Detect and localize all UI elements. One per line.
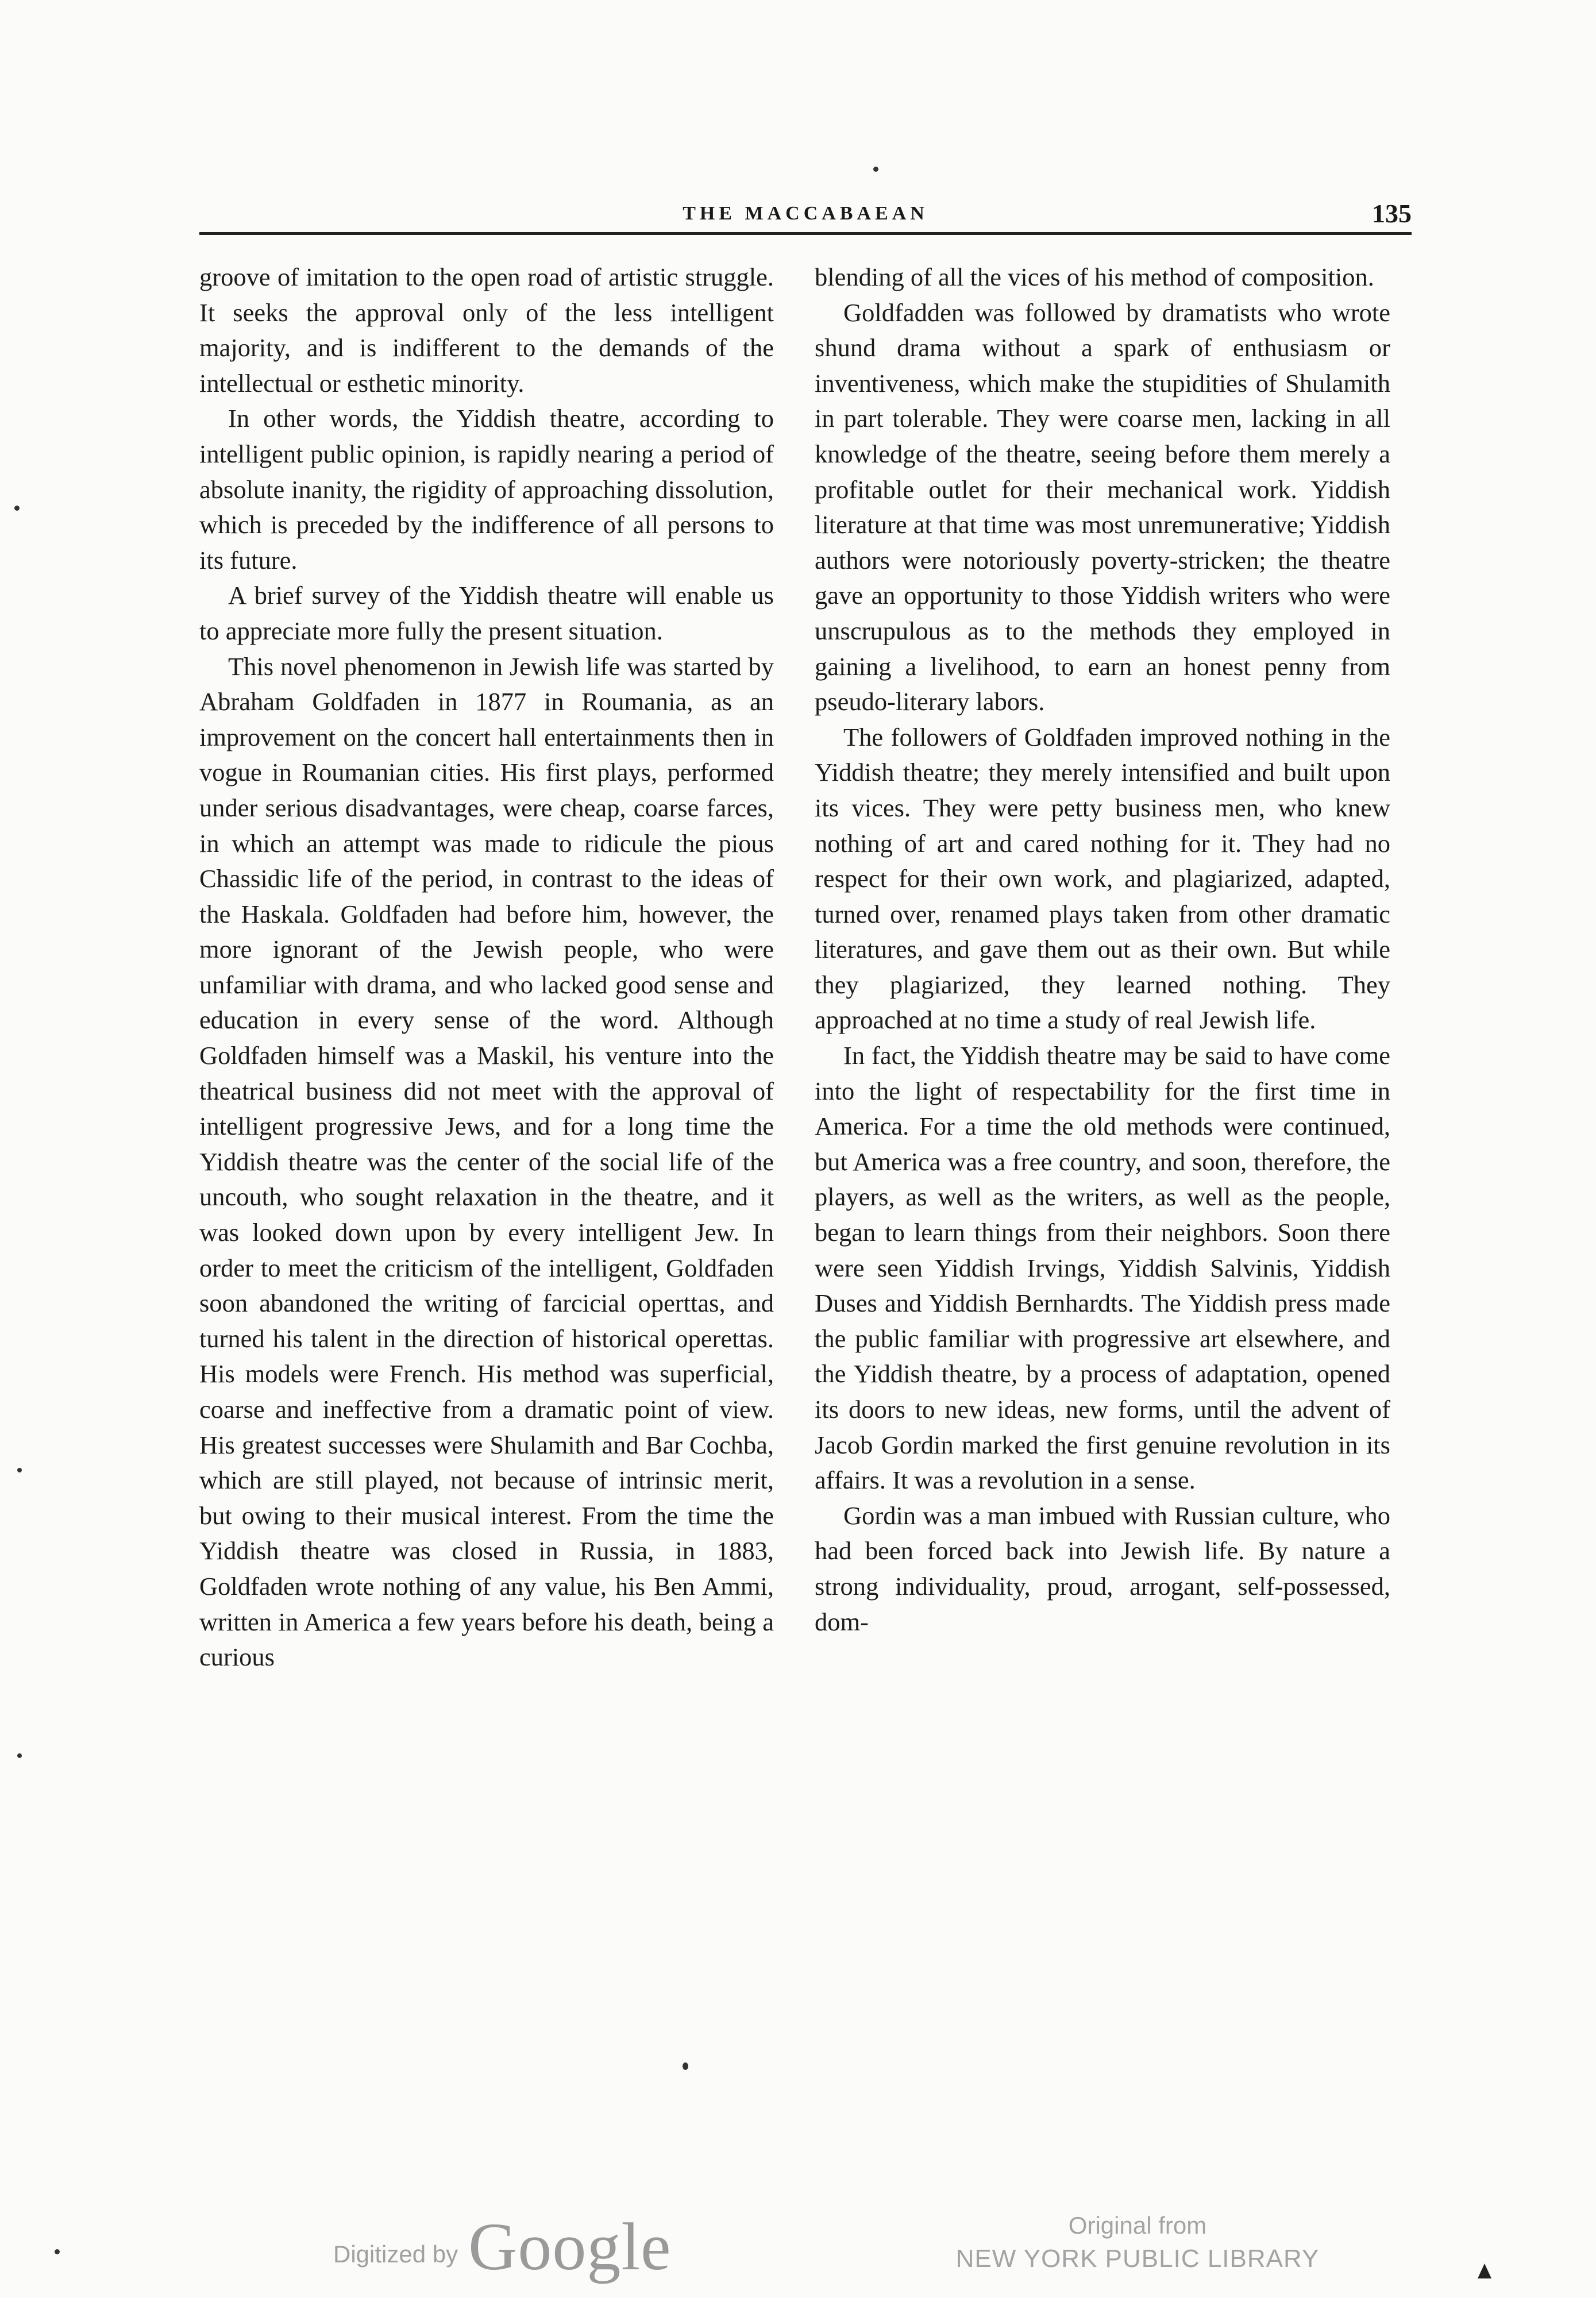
paragraph: A brief survey of the Yiddish theatre will enable us to appreciate more fully the present situation. (199, 581, 774, 645)
scan-speck (873, 167, 878, 172)
running-title: THE MACCABAEAN (683, 203, 928, 224)
paragraph: This novel phenomenon in Jewish life was started by Abraham Goldfaden in 1877 in Roumania, as an improvement on the concert hall entertainments then in vogue in Roumanian cities. His first plays, performed under serious disadvantages, were cheap, coarse farces, in which an attempt was made to ridicule the pious Chassidic life of the period, in contrast to the ideas of the Haskala. Goldfaden had before him, however, the more ignorant of the Jewish people, who were unfamiliar with drama, and who lacked good sense and education in every sense of the word. Although Goldfaden himself was a Maskil, his venture into the theatrical business did not meet with the approval of intelligent progressive Jews, and for a long time the Yiddish theatre was the center of the social life of the uncouth, who sought relaxation in the theatre, and it was looked down upon by every intelligent Jew. In order to meet the criticism of the intelligent, Goldfaden soon abandoned the writing of farcicial operttas, and turned his talent in the direction of historical operettas. His models were French. His method was superficial, coarse and ineffective from a dramatic point of view. His greatest successes were Shulamith and Bar Cochba, which are still played, not because of intrinsic merit, but owing to their musical interest. From the time the Yiddish theatre was closed in Russia, in 1883, Goldfaden wrote nothing of any value, his Ben Ammi, written in America a few years before his death, being a curious (199, 651, 774, 1672)
paragraph: In fact, the Yiddish theatre may be said to have come into the light of respectability for the first time in America. For a time the old methods were continued, but America was a free country, and soon, therefore, the players, as well as the writers, as well as the people, began to learn things from their neighbors. Soon there were seen Yiddish Irvings, Yiddish Salvinis, Yiddish Duses and Yiddish Bernhardts. The Yiddish press made the public familiar with progressive art elsewhere, and the Yiddish theatre, by a process of adaptation, opened its doors to new ideas, new forms, until the advent of Jacob Gordin marked the first genuine revolution in its affairs. It was a revolution in a sense. (815, 1041, 1390, 1495)
paragraph: Gordin was a man imbued with Russian culture, who had been forced back into Jewish life. By nature a strong individuality, proud, arrogant, self-possessed, dom- (815, 1501, 1390, 1636)
paragraph: groove of imitation to the open road of artistic struggle. It seeks the approval only of the less intelligent majority, and is indifferent to the demands of the intellectual or esthetic minority. (199, 263, 774, 398)
original-from-text: Original from (1068, 2212, 1207, 2239)
scan-mark (1478, 2264, 1491, 2278)
right-column (815, 260, 1390, 1640)
paragraph: Goldfadden was followed by dramatists who wrote shund drama without a spark of enthusiasm or inventiveness, which make the stupidities of Shulamith in part tolerable. They were coarse men, lacking in all knowledge of the theatre, seeing before them merely a profitable outlet for their mechanical work. Yiddish literature at that time was most unremunerative; Yiddish authors were notoriously poverty-stricken; the theatre gave an opportunity to those Yiddish writers who were unscrupulous as to the methods they employed in gaining a livelihood, to earn an honest penny from pseudo-literary labors. (815, 298, 1390, 716)
digitized-by-watermark (333, 2200, 672, 2284)
library-watermark (936, 2209, 1339, 2276)
header-rule (199, 232, 1412, 235)
scan-speck (17, 1468, 22, 1472)
library-name: NEW YORK PUBLIC LIBRARY (955, 2245, 1320, 2273)
page-number: 135 (1372, 199, 1412, 228)
scan-speck (683, 2062, 688, 2070)
paragraph: blending of all the vices of his method of composition. (815, 263, 1374, 291)
left-column (199, 260, 774, 1675)
running-head (199, 198, 1412, 232)
google-logo: Google (468, 2209, 672, 2284)
scan-speck (14, 506, 20, 511)
scan-speck (17, 1753, 22, 1758)
paragraph: The followers of Goldfaden improved nothing in the Yiddish theatre; they merely intensified and built upon its vices. They were petty business men, who knew nothing of art and cared nothing for it. They had no respect for their own work, and plagiarized, adapted, turned over, renamed plays taken from other dramatic literatures, and gave them out as their own. But while they plagiarized, they learned nothing. They approached at no time a study of real Jewish life. (815, 722, 1390, 1035)
digitized-by-text: Digitized by (333, 2241, 458, 2268)
paragraph: In other words, the Yiddish theatre, according to intelligent public opinion, is rapidly nearing a period of absolute inanity, the rigidity of approaching dissolution, which is preceded by the indifference of all persons to its future. (199, 404, 774, 574)
scan-speck (55, 2249, 60, 2254)
